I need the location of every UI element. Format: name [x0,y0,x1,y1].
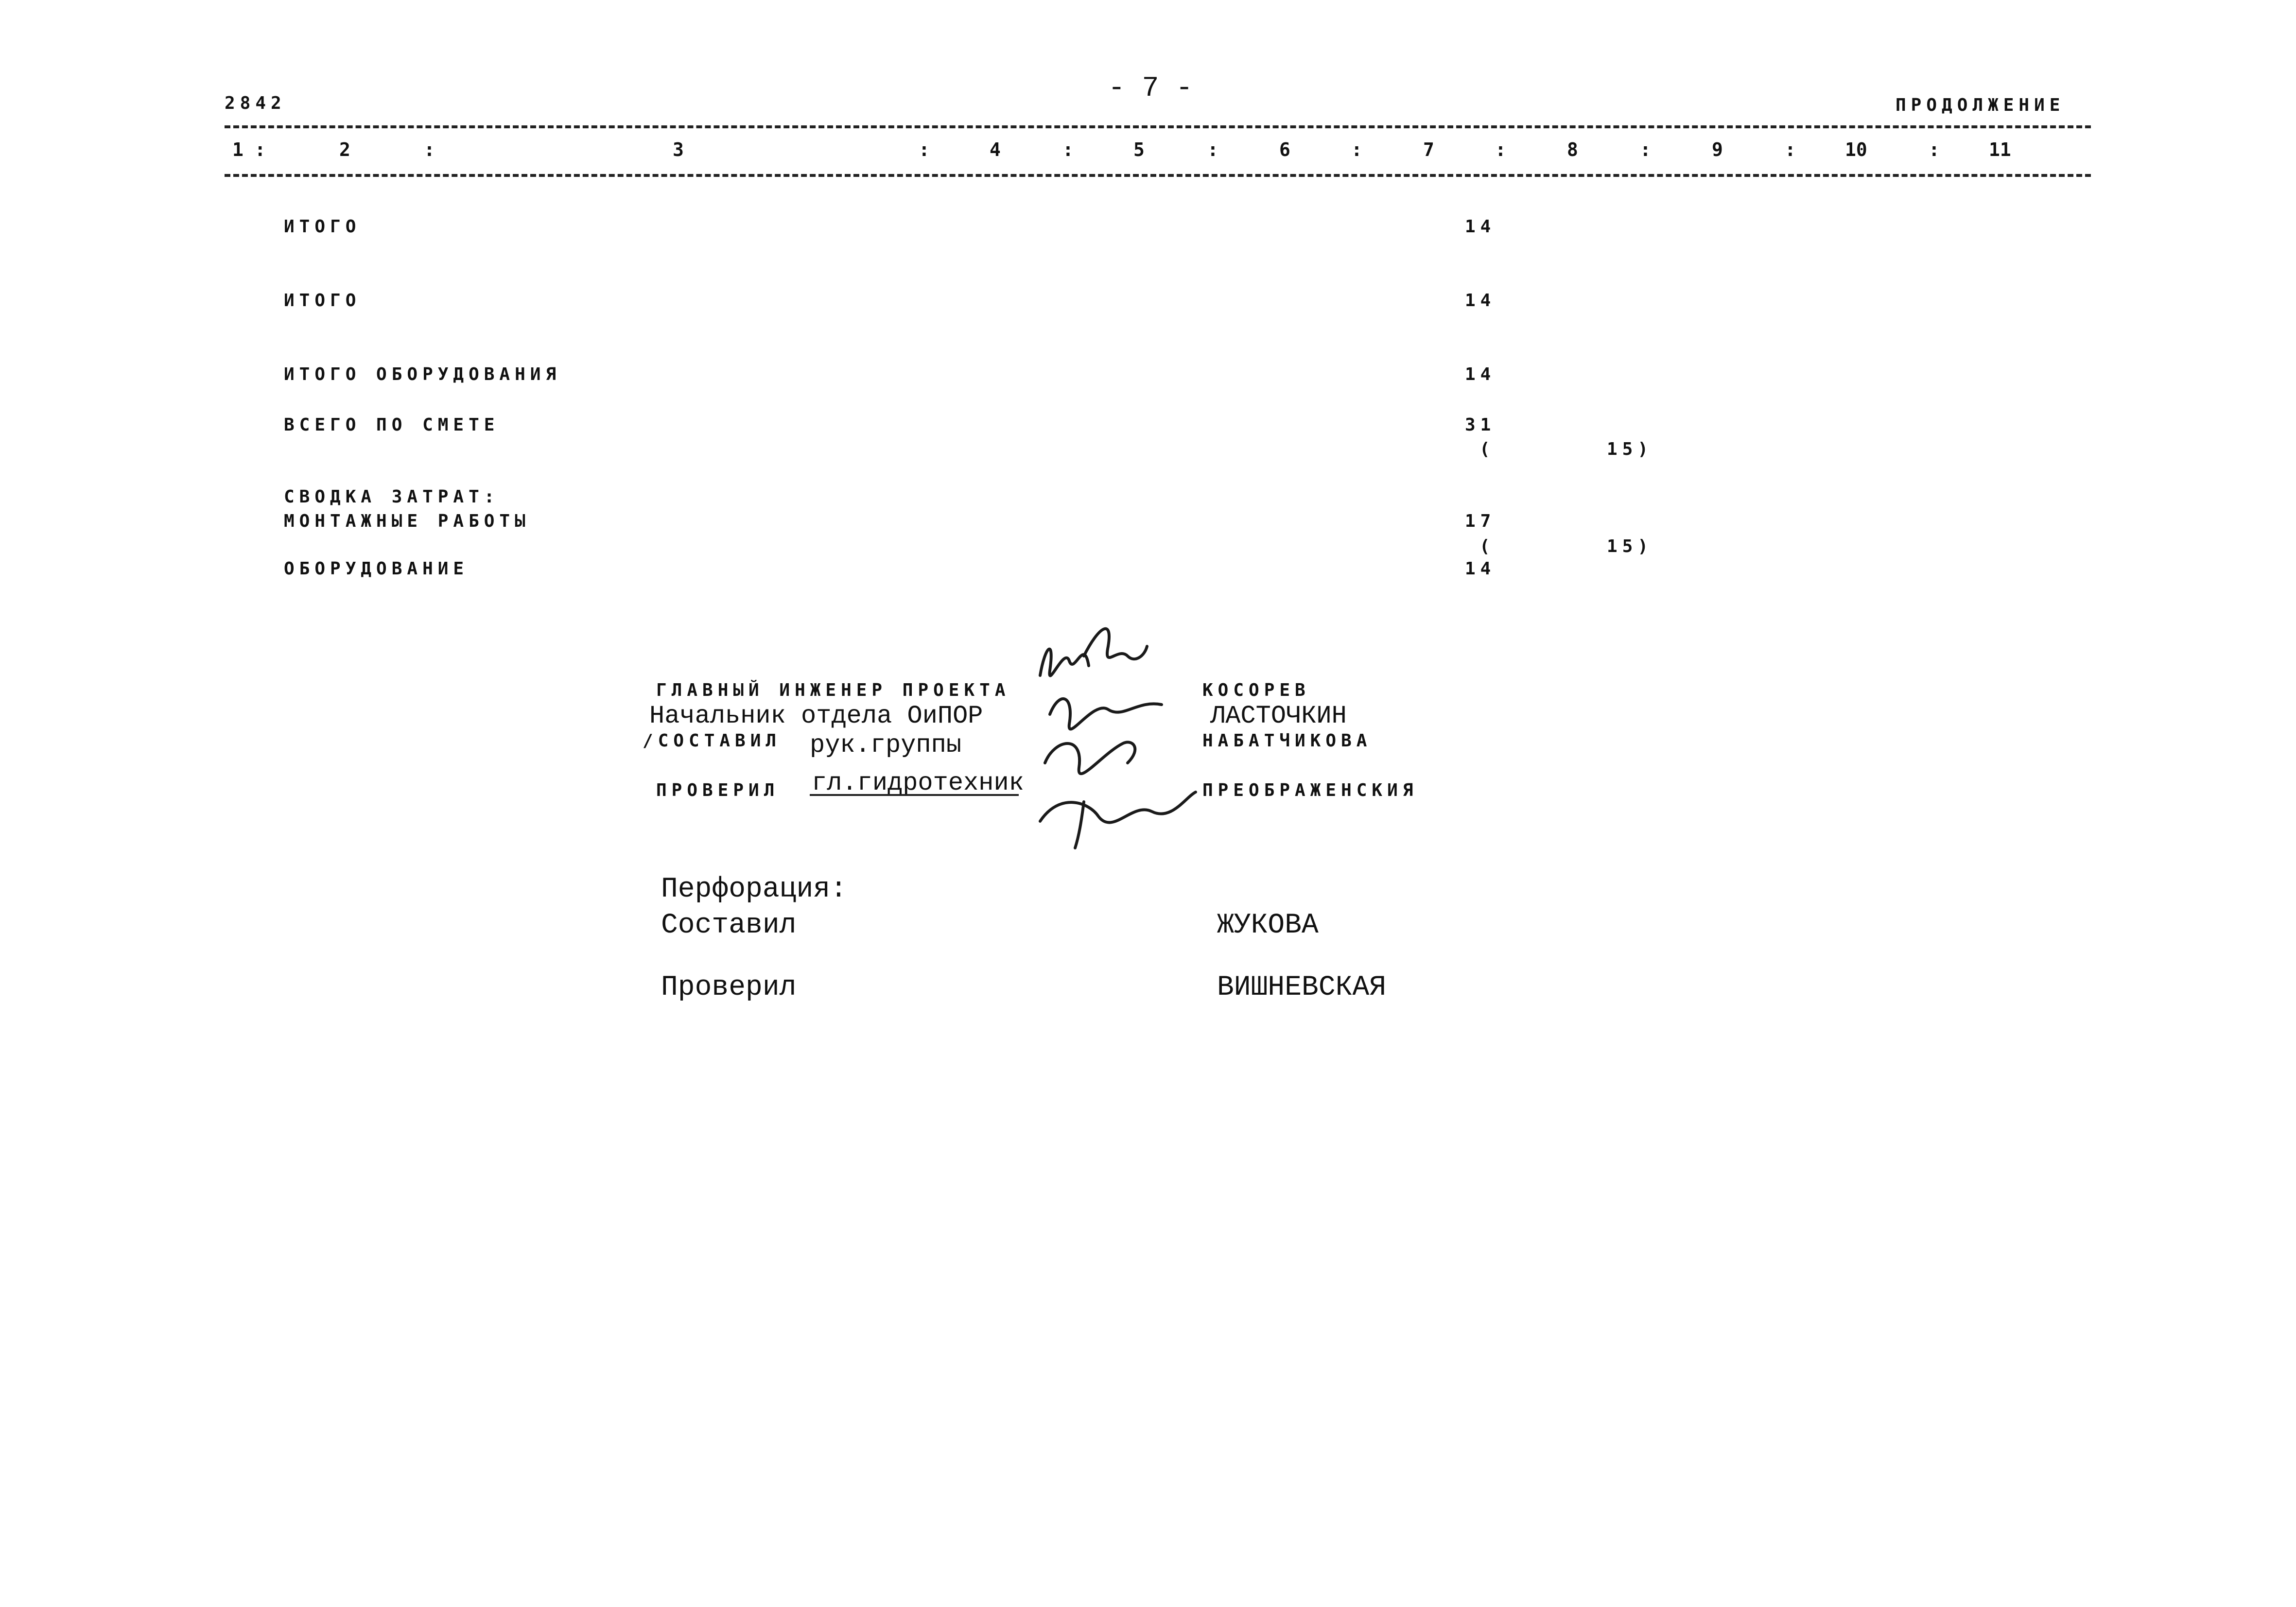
perforation-checked-label: Проверил [661,972,797,1003]
signature-stroke [1045,742,1135,774]
row-grand-total-label: ВСЕГО ПО СМЕТЕ [284,415,500,435]
row-grand-total-extra: 15) [1607,439,1653,459]
row-itogo-value: 14 [1465,217,1496,237]
row-installation-extra: 15) [1607,536,1653,556]
signature-stroke [1040,649,1089,676]
column-separator: : [919,139,930,160]
row-itogo-label: ИТОГО [284,291,361,311]
handwritten-signatures [1030,617,1215,850]
column-header-4: 4 [990,139,1001,160]
column-separator: : [424,139,435,160]
row-equipment-total-label: ИТОГО ОБОРУДОВАНИЯ [284,364,561,384]
row-itogo-label: ИТОГО [284,217,361,237]
column-header-7: 7 [1423,139,1434,160]
perforation-compiled-label: Составил [661,910,797,941]
column-header-10: 10 [1845,139,1867,160]
column-header-5: 5 [1133,139,1145,160]
chief-engineer-role: ГЛАВНЫЙ ИНЖЕНЕР ПРОЕКТА [656,680,1010,700]
table-top-rule [225,125,2091,128]
continuation-label: ПРОДОЛЖЕНИЕ [1896,95,2065,115]
table-header-rule [225,174,2091,177]
summary-title: СВОДКА ЗАТРАТ: [284,487,500,507]
document-number: 2842 [225,93,286,113]
column-header-2: 2 [339,139,350,160]
column-header-11: 11 [1989,139,2011,160]
row-equipment-value: 14 [1465,559,1496,579]
row-grand-total-bracket: ( [1479,439,1495,459]
column-header-8: 8 [1567,139,1578,160]
hydro-engineer-name: ПРЕОБРАЖЕНСКИЯ [1202,780,1418,800]
dept-head-role: Начальник отдела ОиПОР [649,702,983,730]
group-head-role: рук.группы [810,731,962,760]
column-separator: : [1495,139,1506,160]
group-head-name: НАБАТЧИКОВА [1202,731,1372,751]
column-header-1: 1 : [232,139,266,160]
column-separator: : [1207,139,1218,160]
signature-stroke [1084,629,1147,659]
column-separator: : [1640,139,1651,160]
row-equipment-label: ОБОРУДОВАНИЕ [284,559,469,579]
hydro-underline [810,794,1019,796]
perforation-compiled-name: ЖУКОВА [1217,910,1319,941]
row-installation-value: 17 [1465,511,1496,531]
checked-label: ПРОВЕРИЛ [656,780,780,800]
column-separator: : [1351,139,1362,160]
compiled-label: /СОСТАВИЛ [643,731,782,751]
page-number: - 7 - [1108,73,1193,104]
column-separator: : [1929,139,1940,160]
signature-stroke [1040,792,1196,823]
row-equipment-total-value: 14 [1465,364,1496,384]
perforation-title: Перфорация: [661,874,847,905]
chief-engineer-name: КОСОРЕВ [1202,680,1310,700]
perforation-checked-name: ВИШНЕВСКАЯ [1217,972,1387,1003]
column-separator: : [1062,139,1074,160]
row-itogo-value: 14 [1465,291,1496,311]
row-installation-bracket: ( [1479,536,1495,556]
dept-head-name: ЛАСТОЧКИН [1210,702,1347,730]
column-separator: : [1785,139,1796,160]
signature-stroke [1075,802,1084,848]
signature-stroke [1050,699,1162,729]
row-grand-total-value: 31 [1465,415,1496,435]
hydro-engineer-role: гл.гидротехник [812,769,1024,797]
column-header-9: 9 [1712,139,1723,160]
column-header-3: 3 [673,139,684,160]
column-header-6: 6 [1279,139,1290,160]
row-installation-label: МОНТАЖНЫЕ РАБОТЫ [284,511,530,531]
